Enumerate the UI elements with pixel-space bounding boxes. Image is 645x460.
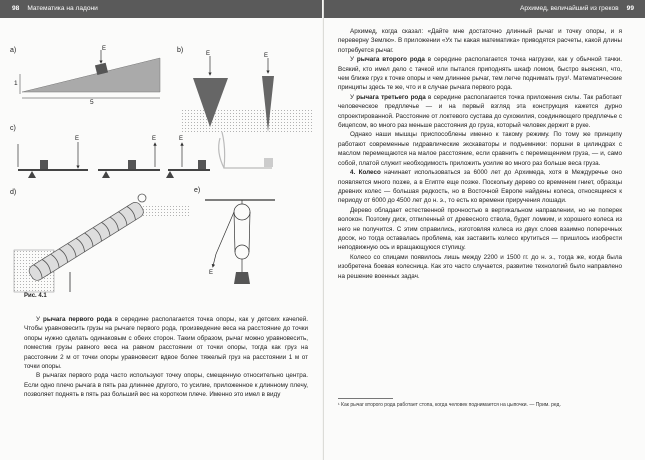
fig-c-force-label-3: E [179, 136, 184, 142]
screw-handle [138, 194, 146, 202]
archimedes-screw [27, 200, 146, 282]
right-running-header [324, 0, 645, 18]
fig-b-force-label-1: E [206, 51, 211, 57]
forearm-sketch [219, 132, 273, 168]
right-running-head: Архимед, величайший из греков [520, 5, 619, 12]
fig-label-a: a) [10, 47, 17, 54]
pulley-load [234, 272, 250, 284]
right-paragraph: У рычага второго рода в середине располагается точка нагрузки, как у обычной тачки. Всякий, кто имел дело с тачкой или пытался приподнять шкаф ломом, быстро выяснял, что, чем ближе груз к точке опоры и чем длиннее рычаг, тем легче поднимать груз¹. Математические принципы здесь те же, что и в случае рычага первого рода. [338, 56, 622, 92]
lever-first-class [18, 136, 88, 178]
left-body-text [24, 315, 308, 400]
left-paragraph: В рычагах первого рода часто используют точку опоры, смещенную относительно центра. Если одно плечо рычага в пять раз длиннее другого, то усилие, приложенное к длинному плечу, позволяет поднять в пять раз больший вес на коротком плече. Именно это имел в виду [24, 372, 308, 399]
right-paragraph: Архимед, когда сказал: «Дайте мне достаточно длинный рычаг и точку опоры, и я переверну Землю». В приложении «Ух ты какая математика» приводятся расчеты, какой длины потребуется рычаг. [338, 28, 622, 54]
right-paragraph: 4. Колесо начинает использоваться за 6000 лет до Архимеда, хотя в Междуречье оно появляется много позже, а в Египте еще позже. Поскольку дерево со временем гниет, образцы древних колес — большая редкость, но в Восточной Европе найдены колеса, относящиеся к периоду от 6000 до 4500 лет до н. э., то есть ко времени приручения лошади. [338, 169, 623, 205]
fig-a-height-mark: 1 [14, 80, 18, 87]
lever-second-class [98, 136, 160, 178]
right-paragraph: Однако наши мышцы приспособлены именно к такому режиму. По тому же принципу работают современные гидравлические экскаваторы и подъемники: поршни в цилиндрах с маслом перемещаются на малое расстояние, если сравнить с перемещением груза, — и, само собой, платой служит необходимость приложить усилие во много раз больше веса груза. [338, 131, 622, 167]
lever-figure [10, 22, 316, 312]
right-page [323, 0, 645, 460]
fig-b-force-label-2: E [264, 53, 269, 59]
left-running-header [0, 0, 322, 18]
fig-c-force-label-2: E [152, 136, 157, 142]
left-running-head: Математика на ладони [27, 5, 98, 12]
inclined-plane [22, 58, 160, 92]
pulley-system [216, 200, 250, 272]
fig-label-e: e) [194, 187, 201, 194]
footnote: ¹ Как рычаг второго рода работает стопа, когда человек поднимается на цыпочки. — Прим. ред. [338, 402, 561, 408]
lever-third-class [166, 136, 210, 178]
left-page-number: 98 [12, 5, 20, 12]
wedge-ground [182, 110, 312, 132]
footnote-rule [338, 398, 393, 399]
right-paragraph: Колесо со спицами появилось лишь между 2200 и 1500 гг. до н. э., тогда же, когда была изобретена боевая колесница. Как это часто случается, развитие технологий было направлено на решение военных задач. [338, 253, 622, 280]
figure-caption: Рис. 4.1 [24, 293, 47, 299]
left-paragraph: У рычага первого рода в середине располагается точка опоры, как у детских качелей. Чтобы уравновесить грузы на рычаге первого рода, произведение веса на расстояние до точки опоры нужно сделать одинаковым с обеих сторон. Таким образом, рычаг можно уравновесить, поместив грузы равного веса на равном расстоянии от точки опоры, тогда как груз на расстоянии 2 м от точки опоры уравновесит вдвое более тяжелый груз на расстоянии 1 м от точки опоры. [24, 316, 308, 371]
left-page [0, 0, 322, 460]
right-page-number: 99 [626, 5, 634, 12]
fig-label-b: b) [177, 47, 184, 54]
right-paragraph: У рычага третьего рода в середине располагается точка приложения силы. Так работает человеческое предплечье — и на первый взгляд эта конструкция кажется дурно спроектированной. Расстояние от локтевого сустава до сухожилия, соединяющего предплечье с бицепсом, во много раз меньше расстояния до груза, который человек держит в руке. [338, 93, 623, 130]
fig-e-force-label: E [209, 270, 214, 276]
fig-label-c: c) [10, 125, 16, 132]
fig-a-force-label: E [102, 46, 107, 52]
right-body-text [338, 27, 622, 281]
right-paragraph: Дерево обладает естественной прочностью в вертикальном направлении, но не поперек волокон. Поэтому диск, отпиленный от древесного ствола, будет ломким, и хорошего колеса из него не получится. С этим справились, изготовляя колеса из двух слоев взаимно поперечных досок, но тогда оставалась проблема, как заставить колесо крутиться — пришлось изобрести неподвижную ось и вращающуюся ступицу. [338, 206, 622, 252]
fig-label-d: d) [10, 189, 17, 196]
fig-c-force-label-1: E [75, 136, 80, 142]
fig-a-length-mark: 5 [90, 99, 94, 106]
